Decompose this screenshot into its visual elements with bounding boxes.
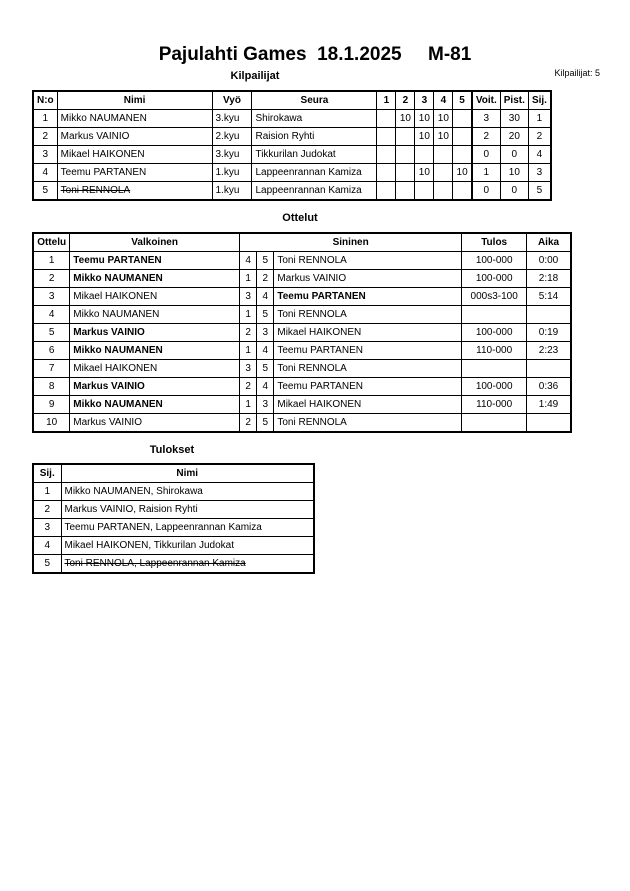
match-time: 0:00 (527, 252, 572, 270)
competitor-points: 0 (500, 182, 528, 201)
match-white: Markus VAINIO (70, 378, 240, 396)
competitor-s1 (377, 182, 396, 201)
results-heading: Tulokset (149, 444, 195, 456)
match-blue-number: 3 (257, 324, 274, 342)
matches-col-match: Ottelu (33, 233, 70, 252)
match-white: Markus VAINIO (70, 414, 240, 433)
competitor-name: Markus VAINIO (57, 128, 212, 146)
competitor-no: 3 (33, 146, 57, 164)
match-result (462, 306, 527, 324)
result-row (33, 555, 314, 574)
competitor-s2: 10 (396, 110, 415, 128)
competitors-col-header: 3 (415, 91, 434, 110)
match-time (527, 360, 572, 378)
competitor-s5 (453, 182, 472, 201)
matches-table (32, 232, 572, 433)
result-row (33, 483, 314, 501)
competitor-s5 (453, 146, 472, 164)
match-blue: Mikael HAIKONEN (274, 396, 462, 414)
match-white: Mikko NAUMANEN (70, 270, 240, 288)
match-blue-number: 5 (257, 414, 274, 433)
competitor-points: 10 (500, 164, 528, 182)
competitor-name: Teemu PARTANEN (57, 164, 212, 182)
match-row (33, 396, 571, 414)
result-row (33, 519, 314, 537)
match-blue: Teemu PARTANEN (274, 378, 462, 396)
competitor-name: Mikael HAIKONEN (57, 146, 212, 164)
match-time (527, 414, 572, 433)
competitor-wins: 2 (472, 128, 500, 146)
match-blue-number: 5 (257, 306, 274, 324)
match-time: 0:36 (527, 378, 572, 396)
competitors-col-header: Pist. (500, 91, 528, 110)
match-number: 9 (33, 396, 70, 414)
competitors-col-header: Sij. (528, 91, 551, 110)
matches-heading: Ottelut (282, 212, 318, 224)
competitor-club: Lappeenrannan Kamiza (252, 182, 377, 201)
match-result (462, 414, 527, 433)
competitor-club: Tikkurilan Judokat (252, 146, 377, 164)
competitor-no: 5 (33, 182, 57, 201)
match-number: 4 (33, 306, 70, 324)
match-white: Markus VAINIO (70, 324, 240, 342)
match-time: 2:23 (527, 342, 572, 360)
result-name: Mikko NAUMANEN, Shirokawa (61, 483, 314, 501)
matches-col-result: Tulos (462, 233, 527, 252)
match-row (33, 288, 571, 306)
match-result: 110-000 (462, 342, 527, 360)
competitor-no: 1 (33, 110, 57, 128)
competitor-name: Mikko NAUMANEN (57, 110, 212, 128)
match-time: 2:18 (527, 270, 572, 288)
competitor-s2 (396, 164, 415, 182)
match-row (33, 360, 571, 378)
match-row (33, 378, 571, 396)
match-row (33, 270, 571, 288)
competitors-col-header: 2 (396, 91, 415, 110)
competitor-s4 (434, 182, 453, 201)
match-white: Mikko NAUMANEN (70, 396, 240, 414)
result-rank: 1 (33, 483, 61, 501)
competitor-wins: 0 (472, 146, 500, 164)
match-row (33, 342, 571, 360)
match-result: 000s3-100 (462, 288, 527, 306)
result-name: Mikael HAIKONEN, Tikkurilan Judokat (61, 537, 314, 555)
match-white-number: 3 (240, 360, 257, 378)
match-white-number: 1 (240, 270, 257, 288)
competitor-rank: 3 (528, 164, 551, 182)
match-white-number: 1 (240, 306, 257, 324)
competitor-name: Toni RENNOLA (57, 182, 212, 201)
match-row (33, 414, 571, 433)
competitor-rank: 2 (528, 128, 551, 146)
match-white: Mikko NAUMANEN (70, 342, 240, 360)
competitor-rank: 4 (528, 146, 551, 164)
match-time: 0:19 (527, 324, 572, 342)
competitor-s4: 10 (434, 110, 453, 128)
competitor-belt: 1.kyu (212, 164, 252, 182)
competitors-col-header: Seura (252, 91, 377, 110)
competitor-s3 (415, 146, 434, 164)
result-row (33, 537, 314, 555)
competitor-count: Kilpailijat: 5 (554, 68, 600, 78)
competitor-s4 (434, 146, 453, 164)
competitors-table (32, 90, 552, 201)
match-time: 5:14 (527, 288, 572, 306)
results-col-name: Nimi (61, 464, 314, 483)
match-result: 100-000 (462, 252, 527, 270)
result-rank: 5 (33, 555, 61, 574)
result-rank: 4 (33, 537, 61, 555)
competitor-rank: 5 (528, 182, 551, 201)
match-result: 100-000 (462, 324, 527, 342)
match-white: Teemu PARTANEN (70, 252, 240, 270)
match-blue: Toni RENNOLA (274, 306, 462, 324)
competitors-col-header: 1 (377, 91, 396, 110)
competitor-s3: 10 (415, 164, 434, 182)
match-blue: Teemu PARTANEN (274, 288, 462, 306)
match-white-number: 2 (240, 378, 257, 396)
match-blue-number: 4 (257, 378, 274, 396)
competitor-club: Raision Ryhti (252, 128, 377, 146)
competitor-s2 (396, 182, 415, 201)
result-name: Markus VAINIO, Raision Ryhti (61, 501, 314, 519)
match-result: 100-000 (462, 270, 527, 288)
match-blue-number: 4 (257, 288, 274, 306)
competitor-s1 (377, 146, 396, 164)
competitors-col-header: Voit. (472, 91, 500, 110)
competitor-club: Shirokawa (252, 110, 377, 128)
match-number: 5 (33, 324, 70, 342)
competitor-s5 (453, 110, 472, 128)
competitor-wins: 1 (472, 164, 500, 182)
match-blue: Markus VAINIO (274, 270, 462, 288)
competitor-s1 (377, 110, 396, 128)
match-blue-number: 4 (257, 342, 274, 360)
results-header-row (33, 464, 314, 483)
match-blue: Teemu PARTANEN (274, 342, 462, 360)
match-white-number: 4 (240, 252, 257, 270)
competitor-s4 (434, 164, 453, 182)
match-blue-number: 3 (257, 396, 274, 414)
competitor-s5: 10 (453, 164, 472, 182)
result-rank: 2 (33, 501, 61, 519)
match-row (33, 252, 571, 270)
competitors-header-row (33, 91, 551, 110)
match-blue: Toni RENNOLA (274, 252, 462, 270)
match-blue-number: 5 (257, 252, 274, 270)
competitor-belt: 3.kyu (212, 146, 252, 164)
results-table (32, 463, 315, 574)
matches-header-row (33, 233, 571, 252)
competitor-wins: 0 (472, 182, 500, 201)
competitor-s3: 10 (415, 128, 434, 146)
competitor-s3 (415, 182, 434, 201)
match-white-number: 3 (240, 288, 257, 306)
match-number: 10 (33, 414, 70, 433)
competitor-points: 0 (500, 146, 528, 164)
match-number: 1 (33, 252, 70, 270)
match-result: 100-000 (462, 378, 527, 396)
matches-col-blue: Sininen (240, 233, 462, 252)
competitor-s3: 10 (415, 110, 434, 128)
match-white-number: 1 (240, 396, 257, 414)
competitor-s1 (377, 164, 396, 182)
competitor-row (33, 182, 551, 201)
competitor-s2 (396, 146, 415, 164)
competitors-col-header: Nimi (57, 91, 212, 110)
competitor-points: 20 (500, 128, 528, 146)
competitor-rank: 1 (528, 110, 551, 128)
competitors-col-header: Vyö (212, 91, 252, 110)
match-time: 1:49 (527, 396, 572, 414)
competitors-heading: Kilpailijat (230, 70, 280, 82)
competitor-row (33, 110, 551, 128)
competitor-club: Lappeenrannan Kamiza (252, 164, 377, 182)
match-row (33, 324, 571, 342)
match-white-number: 2 (240, 324, 257, 342)
match-blue: Toni RENNOLA (274, 360, 462, 378)
match-number: 3 (33, 288, 70, 306)
match-white-number: 1 (240, 342, 257, 360)
competitor-s5 (453, 128, 472, 146)
matches-col-time: Aika (527, 233, 572, 252)
result-name: Toni RENNOLA, Lappeenrannan Kamiza (61, 555, 314, 574)
match-row (33, 306, 571, 324)
result-row (33, 501, 314, 519)
match-white-number: 2 (240, 414, 257, 433)
competitors-col-header: 5 (453, 91, 472, 110)
match-number: 6 (33, 342, 70, 360)
competitor-no: 4 (33, 164, 57, 182)
match-blue-number: 5 (257, 360, 274, 378)
competitor-s1 (377, 128, 396, 146)
match-number: 7 (33, 360, 70, 378)
match-number: 8 (33, 378, 70, 396)
competitor-wins: 3 (472, 110, 500, 128)
competitor-no: 2 (33, 128, 57, 146)
match-number: 2 (33, 270, 70, 288)
match-white: Mikko NAUMANEN (70, 306, 240, 324)
competitors-col-header: 4 (434, 91, 453, 110)
matches-col-white: Valkoinen (70, 233, 240, 252)
page-title: Pajulahti Games 18.1.2025 M-81 (158, 44, 472, 65)
match-blue: Mikael HAIKONEN (274, 324, 462, 342)
competitor-s2 (396, 128, 415, 146)
competitor-belt: 3.kyu (212, 110, 252, 128)
result-name: Teemu PARTANEN, Lappeenrannan Kamiza (61, 519, 314, 537)
competitors-col-header: N:o (33, 91, 57, 110)
match-time (527, 306, 572, 324)
competitor-s4: 10 (434, 128, 453, 146)
results-col-rank: Sij. (33, 464, 61, 483)
competitor-belt: 1.kyu (212, 182, 252, 201)
match-white: Mikael HAIKONEN (70, 288, 240, 306)
match-result (462, 360, 527, 378)
competitor-row (33, 146, 551, 164)
result-rank: 3 (33, 519, 61, 537)
competitor-points: 30 (500, 110, 528, 128)
match-blue: Toni RENNOLA (274, 414, 462, 433)
match-white: Mikael HAIKONEN (70, 360, 240, 378)
match-result: 110-000 (462, 396, 527, 414)
competitor-row (33, 128, 551, 146)
match-blue-number: 2 (257, 270, 274, 288)
competitor-row (33, 164, 551, 182)
competitor-belt: 2.kyu (212, 128, 252, 146)
